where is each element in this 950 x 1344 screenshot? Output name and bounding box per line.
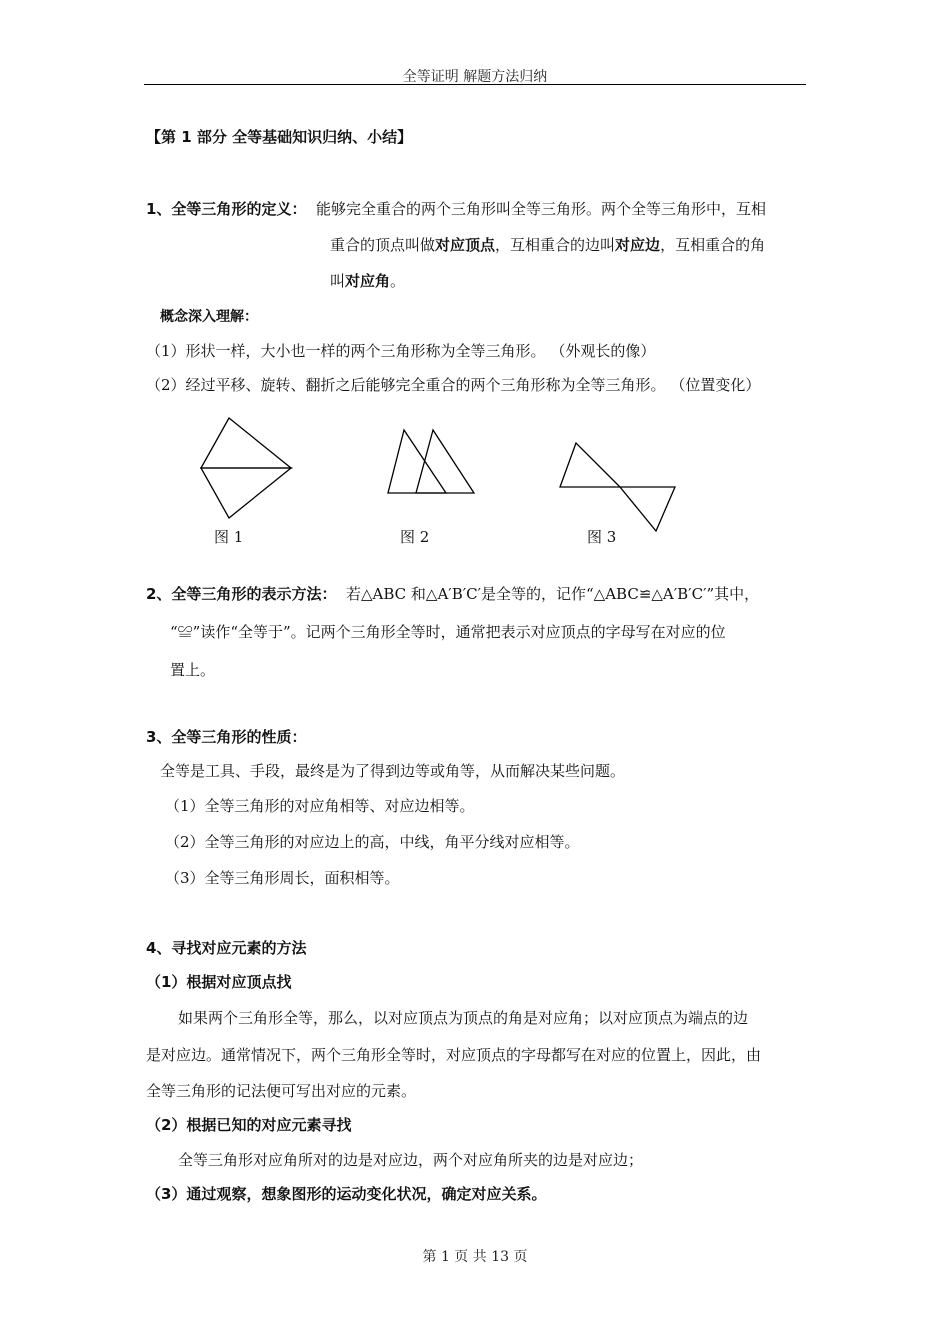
s4-subheading-2: （2）根据已知的对应元素寻找: [146, 1116, 352, 1134]
figure-1: [201, 418, 291, 518]
figure-1-caption: 图 1: [214, 528, 244, 546]
figures-svg: [0, 0, 950, 560]
page-footer: 第 1 页 共 13 页: [422, 1249, 528, 1265]
s4-para1-line2: 是对应边。通常情况下，两个三角形全等时，对应顶点的字母都写在对应的位置上，因此，由: [146, 1046, 762, 1064]
s4-heading: 4、寻找对应元素的方法: [146, 939, 307, 957]
s2-line2: “≌”读作“全等于”。记两个三角形全等时，通常把表示对应顶点的字母写在对应的位: [170, 623, 726, 641]
s1-line3-a: 叫: [330, 272, 346, 290]
s3-property-2: （2）全等三角形的对应边上的高，中线，角平分线对应相等。: [165, 833, 580, 851]
s3-property-1: （1）全等三角形的对应角相等、对应边相等。: [165, 797, 475, 815]
figure-3: [560, 443, 675, 531]
s4-para1-line1: 如果两个三角形全等，那么，以对应顶点为顶点的角是对应角；以对应顶点为端点的边: [178, 1009, 749, 1027]
concept-item-1: （1）形状一样，大小也一样的两个三角形称为全等三角形。 （外观长的像）: [146, 342, 656, 360]
page-header: 全等证明 解题方法归纳: [402, 69, 548, 85]
s1-heading: 1、全等三角形的定义：: [146, 200, 307, 218]
s1-line2-a: 重合的顶点叫做: [330, 236, 436, 254]
part-title: 【第 1 部分 全等基础知识归纳、小结】: [146, 128, 413, 146]
concept-heading: 概念深入理解：: [160, 309, 258, 325]
s1-line2-c: ，互相重合的边叫: [495, 236, 616, 254]
figure-3-caption: 图 3: [587, 528, 617, 546]
s3-heading: 3、全等三角形的性质：: [146, 728, 307, 746]
s4-subheading-3: （3）通过观察，想象图形的运动变化状况，确定对应关系。: [146, 1185, 547, 1203]
s1-line3-c: 。: [390, 272, 406, 290]
s3-property-3: （3）全等三角形周长，面积相等。: [165, 869, 400, 887]
figure-2-caption: 图 2: [400, 528, 430, 546]
s2-line1: 若△ABC 和△A′B′C′是全等的，记作“△ABC≌△A′B′C′”其中，: [346, 585, 760, 603]
s4-para1-line3: 全等三角形的记法便可写出对应的元素。: [146, 1082, 417, 1100]
s4-subheading-1: （1）根据对应顶点找: [146, 973, 292, 991]
s3-intro: 全等是工具、手段，最终是为了得到边等或角等，从而解决某些问题。: [160, 762, 626, 780]
s4-para2: 全等三角形对应角所对的边是对应边，两个对应角所夹的边是对应边；: [178, 1151, 644, 1169]
term-corresponding-angle: 对应角: [345, 272, 391, 290]
s2-line3: 置上。: [170, 661, 216, 679]
s1-line2-e: ，互相重合的角: [660, 236, 766, 254]
concept-item-2: （2）经过平移、旋转、翻折之后能够完全重合的两个三角形称为全等三角形。 （位置变化）: [146, 376, 761, 394]
figure-2: [388, 430, 474, 493]
term-corresponding-side: 对应边: [615, 236, 661, 254]
term-corresponding-vertex: 对应顶点: [435, 236, 496, 254]
s2-heading: 2、全等三角形的表示方法：: [146, 585, 337, 603]
s1-line1: 能够完全重合的两个三角形叫全等三角形。两个全等三角形中，互相: [316, 200, 767, 218]
